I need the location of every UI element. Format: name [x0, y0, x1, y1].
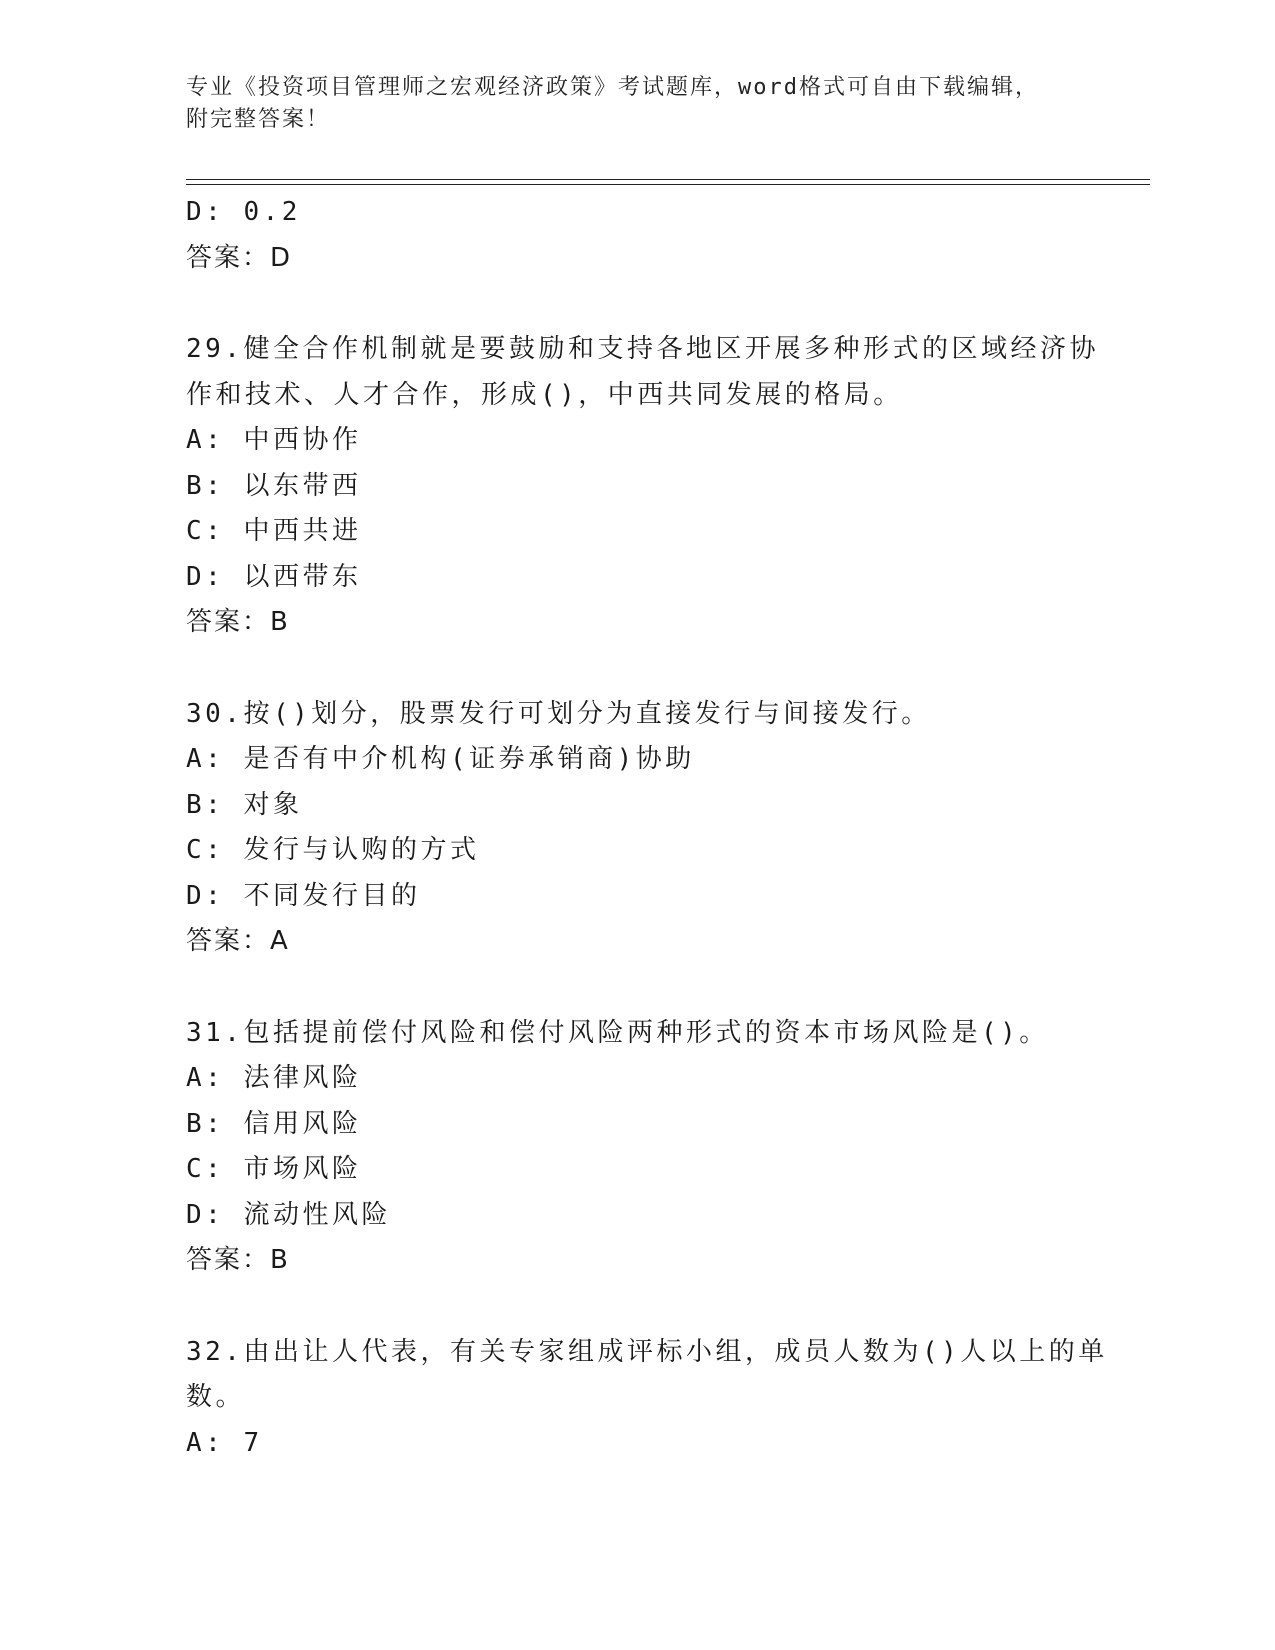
- question-stem-line: 32.由出让人代表，有关专家组成评标小组，成员人数为()人以上的单: [186, 1336, 1108, 1367]
- question-stem-line: 数。: [186, 1382, 246, 1412]
- question-30: [186, 692, 1086, 965]
- option-b: B: 以东带西: [186, 470, 362, 501]
- option-list: [186, 737, 1086, 919]
- option-a: A: 法律风险: [186, 1063, 362, 1093]
- option-c: C: 市场风险: [186, 1154, 362, 1184]
- option-b: B: 对象: [186, 789, 303, 820]
- option-b: B: 信用风险: [186, 1108, 362, 1139]
- question-stem-line: 30.按()划分，股票发行可划分为直接发行与间接发行。: [186, 698, 931, 729]
- header-line-1: 专业《投资项目管理师之宏观经济政策》考试题库，word格式可自由下载编辑，: [186, 75, 1039, 100]
- answer-text: 答案：D: [186, 242, 293, 273]
- question-31: [186, 1011, 1086, 1284]
- spacer: [186, 1284, 1086, 1330]
- answer-text: 答案：A: [186, 926, 290, 956]
- spacer: [186, 965, 1086, 1011]
- option-c: C: 中西共进: [186, 516, 362, 546]
- question-stem-line: 31.包括提前偿付风险和偿付风险两种形式的资本市场风险是()。: [186, 1017, 1049, 1048]
- option-list: [186, 1421, 1086, 1467]
- option-c: C: 发行与认购的方式: [186, 835, 480, 865]
- page-header: [186, 72, 1086, 136]
- option-d: D: 不同发行目的: [186, 880, 421, 911]
- question-stem-line: 29.健全合作机制就是要鼓励和支持各地区开展多种形式的区域经济协: [186, 334, 1099, 364]
- option-d: D: 0.2: [186, 197, 301, 227]
- option-d: D: 以西带东: [186, 561, 362, 592]
- answer-text: 答案：B: [186, 607, 290, 637]
- option-a: A: 7: [186, 1427, 263, 1458]
- option-a: A: 是否有中介机构(证券承销商)协助: [186, 744, 695, 774]
- option-a: A: 中西协作: [186, 425, 362, 455]
- question-32: [186, 1330, 1108, 1467]
- question-list: [186, 190, 1108, 1466]
- option-list: [186, 418, 1086, 600]
- header-rule-bottom: [186, 184, 1150, 185]
- question-stem-line: 作和技术、人才合作，形成()，中西共同发展的格局。: [186, 379, 903, 410]
- header-line-2: 附完整答案！: [186, 107, 331, 132]
- spacer: [186, 646, 1086, 692]
- spacer: [186, 281, 1086, 327]
- question-29: [186, 327, 1099, 646]
- answer-text: 答案：B: [186, 1245, 290, 1275]
- header-rule-top: [186, 179, 1150, 180]
- option-d: D: 流动性风险: [186, 1199, 391, 1230]
- option-list: [186, 1056, 1086, 1238]
